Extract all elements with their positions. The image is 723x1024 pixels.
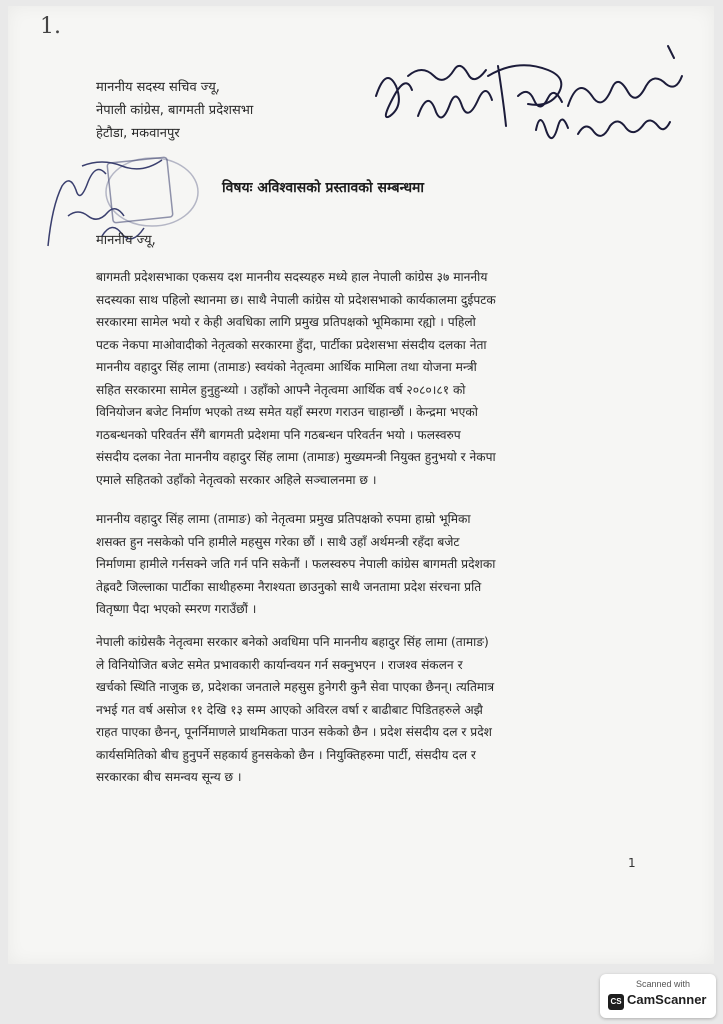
- document-page: [8, 6, 714, 964]
- paragraph-line: सहित सरकारमा सामेल हुनुहुन्थ्यो । उहाँको आफ्नै नेतृत्वमा आर्थिक वर्ष २०८०।८१ को: [96, 382, 466, 397]
- paragraph-line: तेह्रवटै जिल्लाका पार्टीका साथीहरुमा नैराश्यता छाउनुको साथै जनतामा प्रदेश संरचना प्रति: [96, 579, 482, 594]
- body-paragraph: [96, 266, 682, 491]
- scanned-with-caption: Scanned with: [636, 979, 691, 989]
- addressee-line: नेपाली कांग्रेस, बागमती प्रदेशसभा: [96, 103, 254, 118]
- addressee-line: माननीय सदस्य सचिव ज्यू,: [96, 80, 220, 95]
- paragraph-line: एमाले सहितको उहाँको नेतृत्वको सरकार अहिले सञ्चालनमा छ ।: [96, 472, 377, 487]
- addressee-block: [96, 76, 253, 145]
- camscanner-brand: CamScanner: [627, 992, 707, 1007]
- paragraph-line: खर्चको स्थिति नाजुक छ, प्रदेशका जनताले महसुस हुनेगरी कुनै सेवा पाएका छैनन्। त्यतिमात्र: [96, 680, 495, 694]
- paragraph-line: नेपाली कांग्रेसकै नेतृत्वमा सरकार बनेको अवधिमा पनि माननीय बहादुर सिंह लामा (तामाङ): [96, 635, 489, 649]
- paragraph-line: गठबन्धनको परिवर्तन सँगै बागमती प्रदेशमा पनि गठबन्धन परिवर्तन भयो । फलस्वरुप: [96, 427, 461, 442]
- paragraph-line: विनियोजन बजेट निर्माण भएको तथ्य समेत यहाँ स्मरण गराउन चाहान्छौं । केन्द्रमा भएको: [96, 405, 478, 419]
- paragraph-line: पटक नेकपा माओवादीको नेतृत्वको सरकारमा हुँदा, पार्टीका प्रदेशसभा संसदीय दलका नेता: [96, 337, 487, 352]
- body-paragraph: [96, 508, 682, 621]
- camscanner-logo-icon: CS: [608, 994, 624, 1010]
- page-number: 1: [628, 856, 636, 870]
- paragraph-line: सदस्यका साथ पहिलो स्थानमा छ। साथै नेपाली कांग्रेस यो प्रदेशसभाको कार्यकालमा दुईपटक: [96, 292, 496, 307]
- paragraph-line: निर्माणमा हामीले गर्नसक्ने जति गर्न पनि सकेनौं । फलस्वरुप नेपाली कांग्रेस बागमती प्रदेशका: [96, 557, 496, 571]
- paragraph-line: शसक्त हुन नसकेको पनि हामीले महसुस गरेका छौं । साथै उहाँ अर्थमन्त्री रहँदा बजेट: [96, 534, 460, 549]
- paragraph-line: कार्यसमितिको बीच हुनुपर्ने सहकार्य हुनसकेको छैन । नियुक्तिहरुमा पार्टी, संसदीय दल र: [96, 747, 476, 762]
- paragraph-line: वितृष्णा पैदा भएको स्मरण गराउँछौं ।: [96, 602, 257, 616]
- camscanner-badge: [600, 974, 716, 1018]
- paragraph-line: राहत पाएका छैनन्, पूनर्निमाणले प्राथमिकता पाउन सकेको छैन । प्रदेश संसदीय दल र प्रदेश: [96, 725, 492, 739]
- paragraph-line: सरकारका बीच समन्वय सून्य छ ।: [96, 770, 242, 784]
- paragraph-line: माननीय वहादुर सिंह लामा (तामाङ) को नेतृत्वमा प्रमुख प्रतिपक्षको रुपमा हाम्रो भूमिका: [96, 512, 471, 526]
- paragraph-line: ले विनियोजित बजेट समेत प्रभावकारी कार्यान्वयन गर्न सक्नुभएन । राजश्व संकलन र: [96, 657, 463, 672]
- paragraph-line: बागमती प्रदेशसभाका एकसय दश माननीय सदस्यहरु मध्ये हाल नेपाली कांग्रेस ३७ माननीय: [96, 270, 488, 284]
- salutation: माननीय ज्यू,: [96, 233, 156, 248]
- paragraph-line: नभई गत वर्ष असोज ११ देखि १३ सम्म आएको अविरल वर्षा र बाढीबाट पिडितहरुले अझै: [96, 702, 483, 717]
- addressee-line: हेटौडा, मकवानपुर: [96, 126, 180, 141]
- paragraph-line: संसदीय दलका नेता माननीय वहादुर सिंह लामा (तामाङ) मुख्यमन्त्री नियुक्त हुनुभयो र नेकपा: [96, 450, 496, 464]
- subject-line: विषयः अविश्वासको प्रस्तावको सम्बन्धमा: [222, 180, 425, 196]
- body-paragraph: [96, 631, 682, 789]
- page-corner-mark: 1.: [40, 14, 61, 39]
- paragraph-line: सरकारमा सामेल भयो र केही अवधिका लागि प्रमुख प्रतिपक्षको भूमिकामा रह्यो । पहिलो: [96, 315, 476, 329]
- paragraph-line: माननीय वहादुर सिंह लामा (तामाङ) स्वयंको नेतृत्वमा आर्थिक मामिला तथा योजना मन्त्री: [96, 360, 477, 374]
- handwritten-signature-notes: [368, 36, 708, 156]
